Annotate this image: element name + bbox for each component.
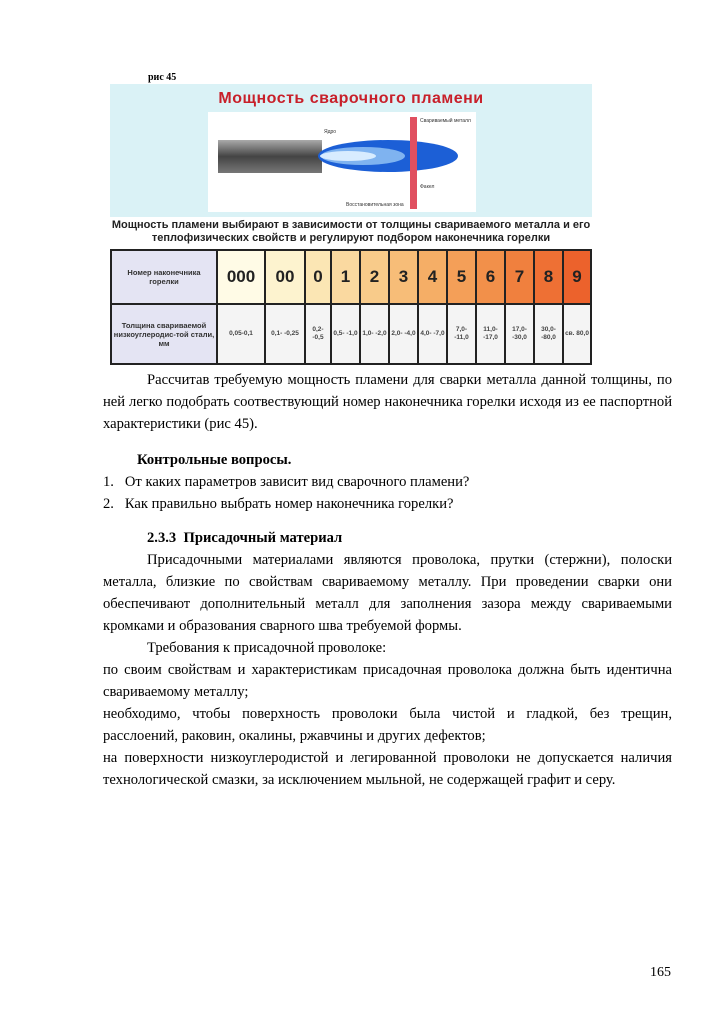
thickness-cell: 1,0- -2,0 [360,304,389,364]
row-header-thickness: Толщина свариваемой низкоуглеродис-той стали, мм [111,304,217,364]
page-number: 165 [650,965,671,980]
tip-number-cell: 00 [265,250,305,304]
thickness-cell: 30,0- -80,0 [534,304,563,364]
figure-description: Мощность пламени выбирают в зависимости от толщины свариваемого металла и его теплофизических свойств и регулируют подбором наконечника горелки [111,219,591,244]
page-content [103,71,672,791]
thickness-cell: 0,2- -0,5 [305,304,331,364]
figure-45 [110,84,592,365]
label-torch: Факел [420,184,435,190]
flame-diagram [208,112,476,212]
figure-header-band [110,84,592,217]
section-body [103,549,672,791]
tip-number-cell: 3 [389,250,418,304]
tip-table [110,249,592,365]
tip-number-cell: 6 [476,250,505,304]
thickness-cell: 4,0- -7,0 [418,304,447,364]
welded-metal [410,117,417,209]
tip-number-cell: 8 [534,250,563,304]
thickness-cell: 11,0- -17,0 [476,304,505,364]
thickness-cell: 0,1- -0,25 [265,304,305,364]
tip-number-cell: 7 [505,250,534,304]
section-paragraph: Требования к присадочной проволоке: [147,640,387,656]
tip-number-cell: 2 [360,250,389,304]
tip-number-cell: 5 [447,250,476,304]
thickness-cell: 2,0- -4,0 [389,304,418,364]
thickness-cell: св. 80,0 [563,304,591,364]
label-metal: Свариваемый металл [420,118,471,124]
label-core: Ядро [324,129,337,135]
section-paragraph: на поверхности низкоуглеродистой и легированной проволоки не допускается наличия технологической смазки, за исключением мыльной, не содержащей графит и серу. [103,750,672,788]
thickness-cell: 0,5- -1,0 [331,304,360,364]
label-zone: Восстановительная зона [346,202,404,208]
tip-number-cell: 0 [305,250,331,304]
questions-heading: Контрольные вопросы. [137,452,292,468]
section-heading: 2.3.3 Присадочный материал [147,530,343,546]
tip-number-cell: 9 [563,250,591,304]
paragraph-1: Рассчитав требуемую мощность пламени для сварки металла данной толщины, по ней легко подобрать соотвествующий номер наконечника горелки исходя из ее паспортной характеристики (рис 45). [103,372,672,432]
thickness-cell: 17,0- -30,0 [505,304,534,364]
section-paragraph: необходимо, чтобы поверхность проволоки была чистой и гладкой, без трещин, расслоений, раковин, окалины, ржавчины и других дефектов; [103,706,672,744]
question-item: 2. Как правильно выбрать номер наконечника горелки? [103,496,454,512]
tip-number-cell: 1 [331,250,360,304]
thickness-cell: 7,0- -11,0 [447,304,476,364]
question-item: 1. От каких параметров зависит вид сварочного пламени? [103,474,470,490]
figure-title: Мощность сварочного пламени [218,90,484,107]
thickness-cell: 0,05-0,1 [217,304,265,364]
section-paragraph: Присадочными материалами являются проволока, прутки (стержни), полоски металла, близкие по свойствам свариваемому металлу. При проведении сварки они обеспечивают дополнительный металл для заполнения зазора между свариваемыми кромками и образования сварного шва требуемой формы. [103,552,672,634]
tip-number-cell: 000 [217,250,265,304]
section-paragraph: по своим свойствам и характеристикам присадочная проволока должна быть идентична свариваемому металлу; [103,662,672,700]
row-header-tip: Номер наконечника горелки [111,250,217,304]
tip-number-cell: 4 [418,250,447,304]
questions-list [103,471,672,515]
flame-illustration [208,112,476,212]
torch-nozzle [218,140,322,173]
flame-core [320,151,376,161]
figure-caption: рис 45 [148,72,177,83]
